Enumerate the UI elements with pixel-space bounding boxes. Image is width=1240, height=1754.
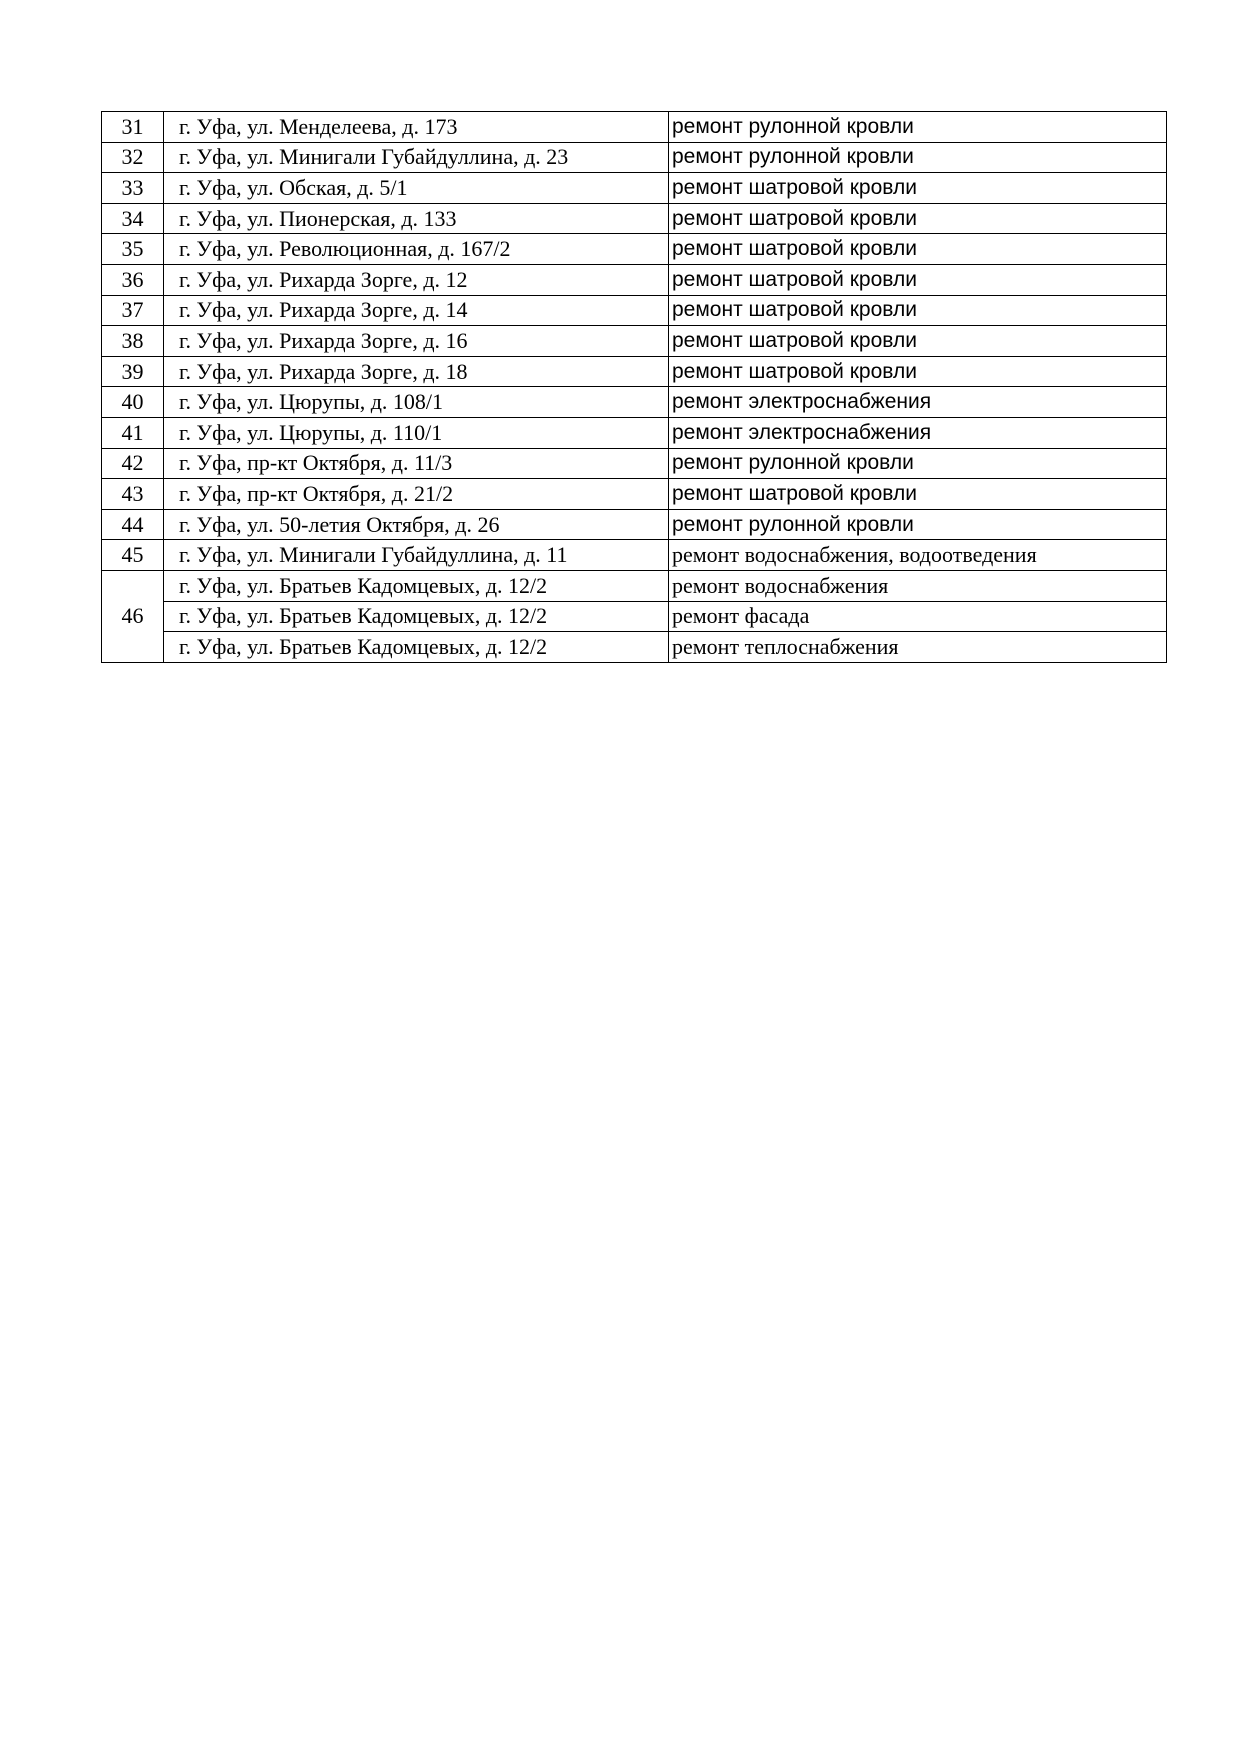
row-number: 38 [102,326,164,357]
table-row [102,540,1167,571]
row-work-type: ремонт рулонной кровли [669,509,1167,540]
row-address: г. Уфа, ул. Обская, д. 5/1 [164,173,669,204]
row-number: 31 [102,112,164,143]
row-address: г. Уфа, ул. Цюрупы, д. 110/1 [164,417,669,448]
row-work-type: ремонт шатровой кровли [669,326,1167,357]
row-work-type: ремонт электроснабжения [669,387,1167,418]
row-work-type: ремонт шатровой кровли [669,173,1167,204]
row-work-type: ремонт водоснабжения, водоотведения [669,540,1167,571]
row-work-type: ремонт шатровой кровли [669,356,1167,387]
row-number: 39 [102,356,164,387]
row-address: г. Уфа, ул. Рихарда Зорге, д. 12 [164,264,669,295]
row-address: г. Уфа, ул. Рихарда Зорге, д. 14 [164,295,669,326]
row-work-type: ремонт теплоснабжения [669,632,1167,663]
row-address: г. Уфа, ул. Рихарда Зорге, д. 18 [164,356,669,387]
row-number: 32 [102,142,164,173]
table-row [102,570,1167,601]
table-row [102,142,1167,173]
row-address: г. Уфа, ул. Рихарда Зорге, д. 16 [164,326,669,357]
row-number: 36 [102,264,164,295]
row-number: 41 [102,417,164,448]
table-row [102,632,1167,663]
row-work-type: ремонт фасада [669,601,1167,632]
row-number: 44 [102,509,164,540]
table-row [102,234,1167,265]
row-address: г. Уфа, ул. Братьев Кадомцевых, д. 12/2 [164,570,669,601]
table-row [102,203,1167,234]
row-work-type: ремонт шатровой кровли [669,295,1167,326]
row-number: 42 [102,448,164,479]
row-address: г. Уфа, пр-кт Октября, д. 11/3 [164,448,669,479]
row-work-type: ремонт водоснабжения [669,570,1167,601]
row-address: г. Уфа, ул. Цюрупы, д. 108/1 [164,387,669,418]
row-work-type: ремонт шатровой кровли [669,203,1167,234]
row-number: 37 [102,295,164,326]
row-address: г. Уфа, ул. 50-летия Октября, д. 26 [164,509,669,540]
table-row [102,295,1167,326]
table-row [102,479,1167,510]
row-number-merged: 46 [102,570,164,662]
table-row [102,264,1167,295]
table-row [102,417,1167,448]
row-number: 45 [102,540,164,571]
row-address: г. Уфа, ул. Минигали Губайдуллина, д. 11 [164,540,669,571]
repair-list-table [101,111,1167,663]
row-number: 33 [102,173,164,204]
table-row [102,509,1167,540]
row-number: 35 [102,234,164,265]
table-row [102,356,1167,387]
row-address: г. Уфа, ул. Братьев Кадомцевых, д. 12/2 [164,632,669,663]
row-work-type: ремонт шатровой кровли [669,264,1167,295]
table-row [102,601,1167,632]
row-work-type: ремонт рулонной кровли [669,448,1167,479]
row-number: 34 [102,203,164,234]
table-row [102,112,1167,143]
row-address: г. Уфа, ул. Революционная, д. 167/2 [164,234,669,265]
row-address: г. Уфа, ул. Братьев Кадомцевых, д. 12/2 [164,601,669,632]
table-row [102,173,1167,204]
table-row [102,326,1167,357]
row-address: г. Уфа, ул. Пионерская, д. 133 [164,203,669,234]
row-work-type: ремонт электроснабжения [669,417,1167,448]
row-work-type: ремонт рулонной кровли [669,142,1167,173]
row-address: г. Уфа, ул. Менделеева, д. 173 [164,112,669,143]
row-work-type: ремонт шатровой кровли [669,234,1167,265]
row-number: 43 [102,479,164,510]
table-row [102,387,1167,418]
row-number: 40 [102,387,164,418]
row-work-type: ремонт рулонной кровли [669,112,1167,143]
row-work-type: ремонт шатровой кровли [669,479,1167,510]
table-body [102,112,1167,663]
row-address: г. Уфа, ул. Минигали Губайдуллина, д. 23 [164,142,669,173]
table-row [102,448,1167,479]
row-address: г. Уфа, пр-кт Октября, д. 21/2 [164,479,669,510]
